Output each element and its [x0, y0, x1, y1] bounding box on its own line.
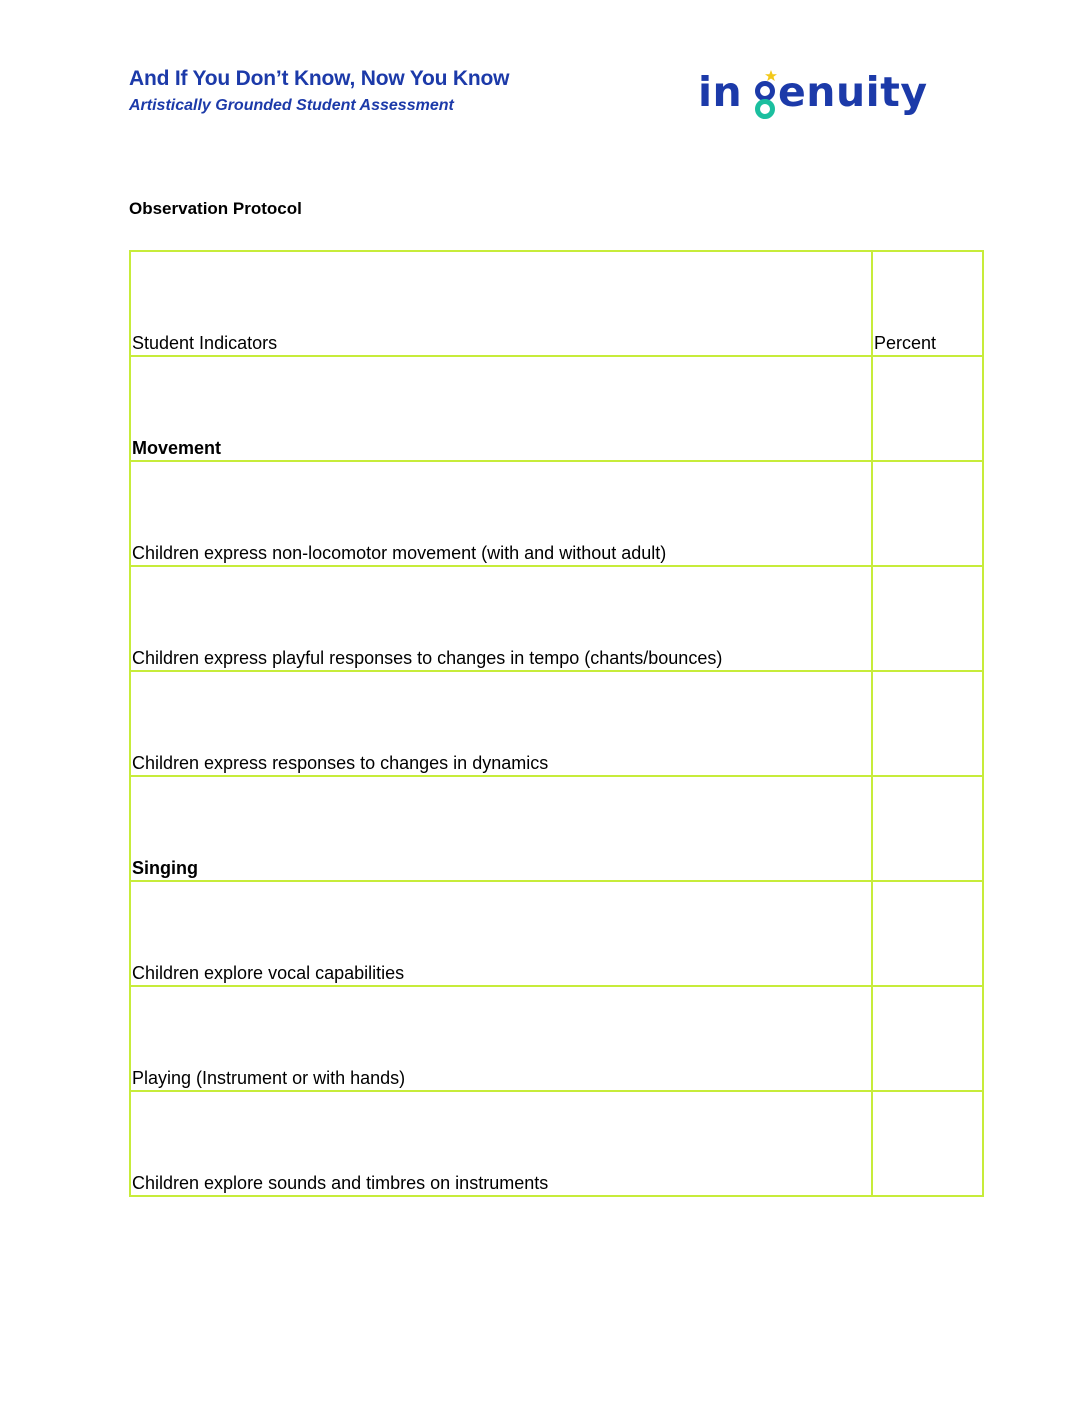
- percent-cell[interactable]: [872, 881, 983, 986]
- logo-g-lower-ring: [758, 102, 773, 117]
- indicator-label: Children express playful responses to changes in tempo (chants/bounces): [130, 566, 872, 671]
- indicator-column-header: Student Indicators: [130, 251, 872, 356]
- table-row: [130, 881, 983, 986]
- document-subtitle: Artistically Grounded Student Assessment: [129, 97, 454, 114]
- table-row: [130, 566, 983, 671]
- logo-text-start: in: [698, 68, 743, 116]
- document-title: And If You Don’t Know, Now You Know: [129, 67, 510, 90]
- percent-cell[interactable]: [872, 1091, 983, 1196]
- table-row: [130, 461, 983, 566]
- percent-cell[interactable]: [872, 986, 983, 1091]
- percent-cell[interactable]: [872, 356, 983, 461]
- star-icon: [765, 70, 777, 81]
- category-label: Movement: [130, 356, 872, 461]
- table-row: [130, 1091, 983, 1196]
- indicator-label: Children explore vocal capabilities: [130, 881, 872, 986]
- percent-cell[interactable]: [872, 776, 983, 881]
- percent-cell[interactable]: [872, 671, 983, 776]
- category-label: Singing: [130, 776, 872, 881]
- table-row: [130, 671, 983, 776]
- logo-g-upper-ring: [758, 84, 773, 99]
- logo-text-end: enuity: [778, 68, 928, 116]
- indicator-label: Children express non-locomotor movement (with and without adult): [130, 461, 872, 566]
- ingenuity-logo: [698, 66, 948, 122]
- percent-cell[interactable]: [872, 461, 983, 566]
- table-header-row: [130, 251, 983, 356]
- percent-cell[interactable]: [872, 566, 983, 671]
- indicator-label: Children express responses to changes in dynamics: [130, 671, 872, 776]
- section-heading: Observation Protocol: [129, 199, 302, 218]
- indicator-label: Playing (Instrument or with hands): [130, 986, 872, 1091]
- category-row: [130, 356, 983, 461]
- table-row: [130, 986, 983, 1091]
- percent-column-header: Percent: [872, 251, 983, 356]
- category-row: [130, 776, 983, 881]
- observation-table: [129, 250, 984, 1197]
- indicator-label: Children explore sounds and timbres on instruments: [130, 1091, 872, 1196]
